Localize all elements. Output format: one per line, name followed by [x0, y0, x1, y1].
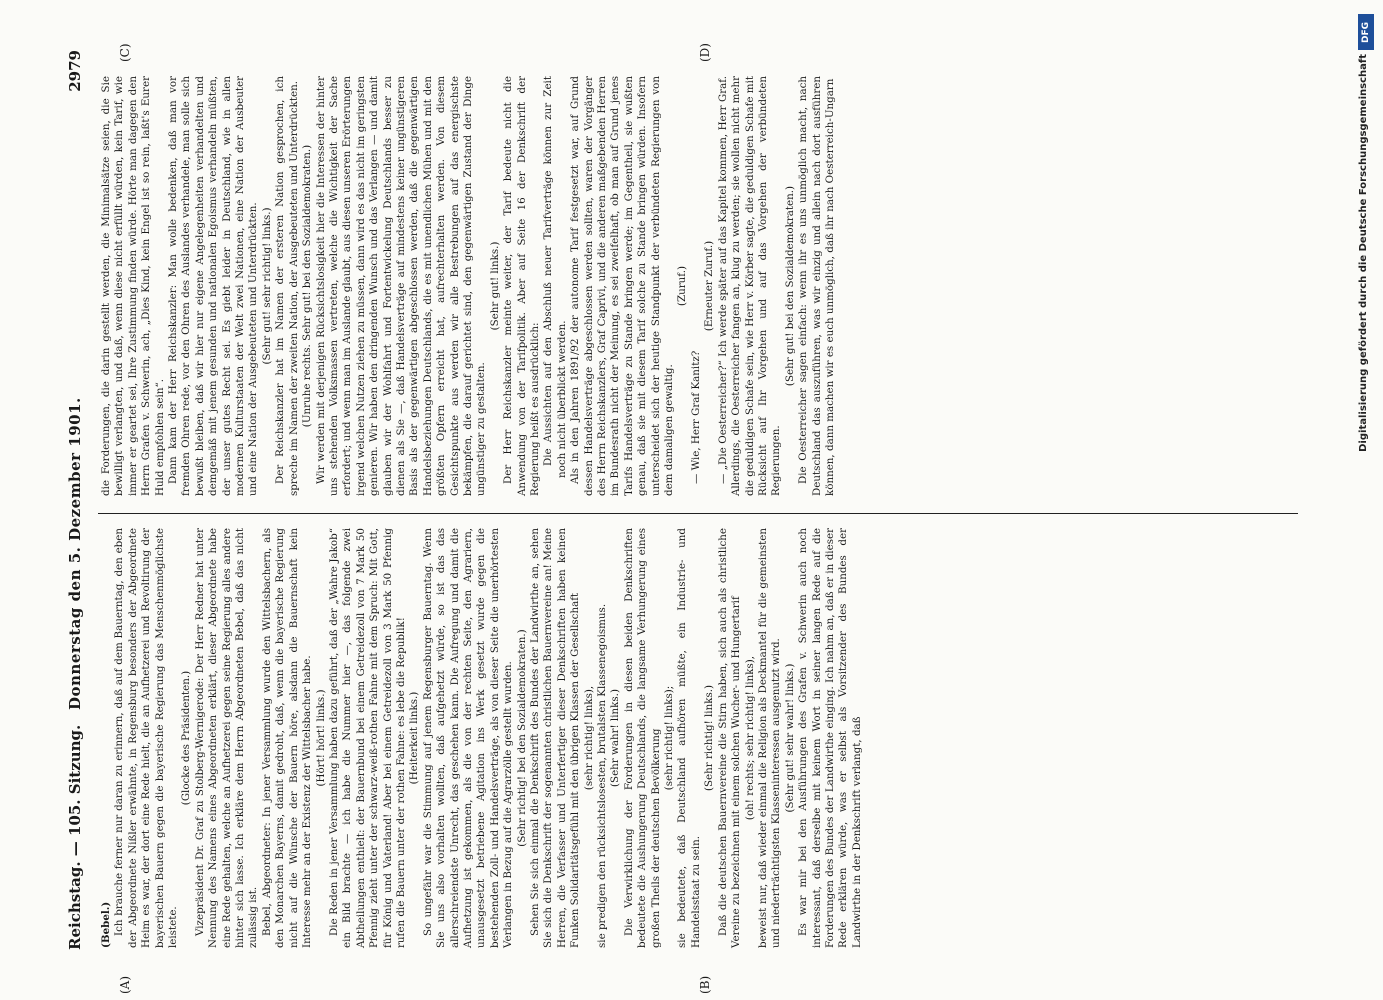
paragraph: — Wie, Herr Graf Kanitz?	[689, 350, 702, 484]
margin-marker-d: (D)	[698, 43, 712, 62]
paragraph: sie bedeutete, daß Deutschland aufhören müßte, ein Industrie- und Handelsstaat zu sein.	[676, 528, 702, 948]
interjection: (Sehr gut! bei den Sozialdemokraten.)	[783, 185, 796, 387]
paragraph: die Forderungen, die darin gestellt werden, die Minimalsätze seien, die Sie bewilligt verlangten, und daß, wenn diese nicht erfüllt würden, kein Tarif, wie immer er geartet sei, Ihre Zustimmung finden würde. Hörte man dagegen den Herrn Grafen v. Schwerin, ach, „Dies Kind, kein Engel ist so rein, laßt's Eurer Huld empfohlen sein“.	[100, 76, 166, 496]
header-left: Reichstag. — 105. Sitzung.	[66, 724, 84, 950]
interjection: (Sehr richtig! links.)	[703, 684, 716, 792]
interjection: (Hört! hört! links.)	[314, 689, 327, 787]
header-date: Donnerstag den 5. Dezember 1901.	[66, 397, 84, 710]
digitization-sidebar	[1356, 10, 1376, 990]
newspaper-page	[58, 40, 1318, 994]
paragraph: Vizepräsident Dr. Graf zu Stolberg-Wernigerode: Der Herr Redner hat unter Nennung des Namens eines Abgeordneten erklärt, dieser Abgeordnete habe eine Rede gehalten, welche an Aufhetzerei gegen seine Regierung alles andere hinter sich lasse. Ich erkläre dem Herrn Abgeordneten Bebel, daß das nicht zulässig ist.	[193, 528, 260, 948]
paragraph: Sehen Sie sich einmal die Denkschrift des Bundes der Landwirthe an, sehen Sie sich die Denkschrift der sogenannten christlichen Bauernvereine an! Meine Herren, die Verfasser und Unterfertiger dieser Denkschriften haben keinen Funken Solidaritätsgefühl mit den übrigen Klassen der Gesellschaft	[529, 528, 582, 948]
stage-direction: (Glocke des Präsidenten.)	[180, 670, 193, 806]
paragraph: Die Verwirklichung der Forderungen in diesen beiden Denkschriften bedeutete die Aushungerung Deutschlands, die langsame Verhungerung eines großen Theils der deutschen Bevölkerung	[622, 528, 662, 948]
digitization-credit: Digitalisierung gefördert durch die Deutsche Forschungsgemeinschaft	[1358, 54, 1369, 452]
margin-marker-a: (A)	[118, 975, 132, 994]
paragraph: Daß die deutschen Bauernvereine die Stirn haben, sich auch als christliche Vereine zu bezeichnen mit einem solchen Wucher- und Hungertarif	[716, 528, 743, 948]
interjection: (oh! rechts; sehr richtig! links),	[743, 655, 756, 821]
paragraph: Der Reichskanzler hat im Namen der ersteren Nation gesprochen, ich spreche im Namen der zweiten Nation, der Ausgebeuteten und Unterdrückten.	[274, 76, 300, 496]
interjection: (sehr richtig! links),	[582, 685, 595, 791]
paragraph: sie predigen den rücksichtslosesten, brutalsten Klassenegoismus.	[596, 603, 609, 948]
paragraph: So ungefähr war die Stimmung auf jenem Regensburger Bauerntag. Wenn Sie uns also vorhalten wollten, daß aufgehetzt würde, so ist das das allerschreiendste Unrecht, das geschehen kann. Die Aufregung und damit die Aufhetzung ist gekommen, als die von der rechten Seite, den Agrariern, unausgesetzt betriebene Agitation ins Werk gesetzt wurde gegen die bestehenden Zoll- und Handelsverträge, als von dieser Seite die unerhörtesten Verlangen in Bezug auf die Agrarzölle gestellt wurden.	[421, 528, 515, 948]
paragraph: Es war mir bei den Ausführungen des Grafen v. Schwerin auch noch interessant, daß derselbe mit keinem Wort in seiner langen Rede auf die Forderungen des Bundes der Landwirthe einging. Ich nahm an, daß er in dieser Rede erklären würde, was er selbst als Vorsitzender des Bundes der Landwirthe in der Denkschrift verlangt, daß	[797, 528, 863, 948]
interjection: (Zuruf.)	[676, 265, 689, 307]
paragraph: Die Reden in jener Versammlung haben dazu geführt, daß der „Wahre Jakob“ ein Bild brachte — ich habe die Nummer hier —, das folgende zwei Abtheilungen enthielt: der Bauernbund bei einem Getreidezoll von 7 Mark 50 Pfennig zieht unter der schwarz-weiß-rothen Fahne mit dem Spruch: Mit Gott, für König und Vaterland! Aber bei einem Getreidezoll von 3 Mark 50 Pfennig rufen die Bauern unter der rothen Fahne: es lebe die Republik!	[327, 528, 407, 948]
interjection: (Erneuter Zuruf.)	[703, 240, 716, 332]
paragraph: beweist nur, daß wieder einmal die Religion als Deckmantel für die gemeinsten und niederträchtigsten Klasseninteressen ausgenutzt wird.	[756, 528, 783, 948]
margin-marker-c: (C)	[118, 43, 132, 62]
paragraph: Die Oesterreicher sagen einfach: wenn ihr es uns unmöglich macht, nach Deutschland das auszuführen, was wir einzig und allein nach dort ausführen können, dann machen wir es euch unmöglich, daß ihr nach Oesterreich-Ungarn	[797, 76, 836, 496]
text-column-right	[100, 76, 837, 496]
column-divider	[98, 513, 1298, 514]
interjection: (sehr richtig! links);	[663, 685, 676, 791]
interjection: (Sehr gut! sehr wahr! links.)	[783, 663, 796, 813]
paragraph: — „Die Oesterreicher?“ Ich werde später auf das Kapitel kommen, Herr Graf. Allerdings, die Oesterreicher fangen an, klug zu werden; sie wollen nicht mehr die geduldigen Schafe sein, wie Herr v. Körber sagte, die geduldigen Schafe mit Rücksicht auf Ihr Vorgehen und auf das Vorgehen der verbündeten Regierungen.	[716, 76, 783, 496]
paragraph: Dann kam der Herr Reichskanzler: Man wolle bedenken, daß man vor fremden Ohren rede, vor den Ohren des Auslandes verhandele, man solle sich bewußt bleiben, daß wir hier nur eigene Angelegenheiten verhandelten und demgemäß mit jenem gesunden und nationalen Egoismus verhandeln müßten, der unser gutes Recht sei. Es giebt leider in Deutschland, wie in allen modernen Kulturstaaten der Welt zwei Nationen, eine Nation der Ausbeuter und eine Nation der Ausgebeuteten und Unterdrückten.	[167, 76, 260, 496]
paragraph: Als in den Jahren 1891/92 der autonome Tarif festgesetzt war, auf Grund dessen Handelsverträge abgeschlossen werden sollten, waren der Vorgänger des Herrn Reichskanzlers, Graf Caprivi, und die anderen maßgebenden Herren im Bundesrath nicht der Meinung, es sei zweifelhaft, ob man auf Grund jenes Tarifs Handelsverträge zu Stande bringen werde; im Gegentheil, sie wußten genau, daß sie mit diesem Tarif solche zu Stande bringen würden. Insofern unterscheidet sich der heutige Standpunkt der verbündeten Regierungen von dem damaligen gewaltig.	[569, 76, 676, 496]
interjection: (Sehr richtig! bei den Sozialdemokraten.)	[515, 629, 528, 847]
page-header	[58, 40, 92, 960]
interjection: (Heiterkeit links.)	[408, 691, 421, 785]
margin-marker-b: (B)	[698, 975, 712, 994]
dfg-logo: DFG	[1358, 14, 1374, 50]
page-number: 2979	[66, 50, 84, 92]
quotation: Die Aussichten auf den Abschluß neuer Tarifverträge können zur Zeit noch nicht überblickt werden.	[542, 76, 568, 478]
speaker-tag: (Bebel.)	[100, 901, 112, 948]
text-column-left	[100, 528, 864, 948]
interjection: (Unruhe rechts. Sehr gut! bei den Sozialdemokraten.)	[301, 144, 314, 428]
paragraph: Bebel, Abgeordneter: In jener Versammlung wurde den Wittelsbachern, als den Monarchen Bayerns, damit gedroht, daß, wenn die bayerische Regierung nicht auf die Wünsche der Bauern höre, alsdann die Bauernschaft kein Interesse mehr an der Existenz der Wittelsbacher habe.	[260, 528, 314, 948]
interjection: (Sehr gut! links.)	[488, 241, 501, 331]
paragraph: Wir werden mit derjenigen Rücksichtslosigkeit hier die Interessen der hinter uns stehenden Volksmassen vertreten, welche die Wichtigkeit der Sache erfordert; und wenn man im Auslande glaubt, aus diesen unseren Erörterungen irgend welchen Nutzen ziehen zu müssen, dann wird es das nicht im geringsten genieren. Wir haben den dringenden Wunsch und das Verlangen — und damit glauben wir der Wohlfahrt und Fortentwickelung Deutschlands besser zu dienen als Sie —, daß Handelsverträge auf mindestens keiner ungünstigeren Basis als der gegenwärtigen abgeschlossen werden, daß die gegenwärtigen Handelsbeziehungen Deutschlands, die es mit unendlichen Mühen und mit den größten Opfern erreicht hat, aufrechterhalten werden. Von diesem Gesichtspunkte aus werden wir alle Bestrebungen auf das energischste bekämpfen, die darauf gerichtet sind, den gegenwärtigen Zustand der Dinge ungünstiger zu gestalten.	[314, 76, 488, 496]
interjection: (Sehr wahr! links.)	[609, 689, 622, 787]
paragraph: Ich brauche ferner nur daran zu erinnern, daß auf dem Bauerntag, den eben der Abgeordnete Nißler erwähnte, in Regensburg besonders der Abgeordnete Heim es war, der dort eine Rede hielt, die an Aufhetzerei und Revoltirung der bayerischen Bauern gegen die bayerische Regierung das Menschenmöglichste leistete.	[113, 528, 180, 948]
paragraph: Der Herr Reichskanzler meinte weiter, der Tarif bedeute nicht die Anwendung von der Tarifpolitik. Aber auf Seite 16 der Denkschrift der Regierung heißt es ausdrücklich:	[502, 76, 541, 496]
interjection: (Sehr gut! sehr richtig! links.)	[260, 207, 273, 365]
